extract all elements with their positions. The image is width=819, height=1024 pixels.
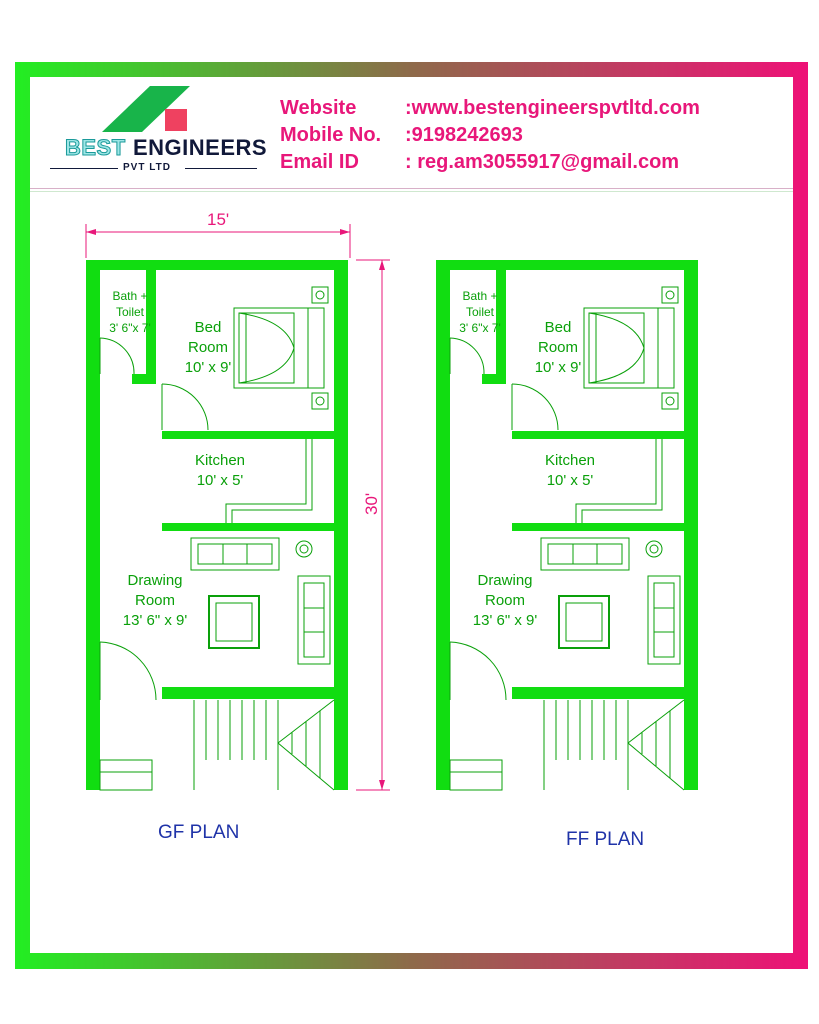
depth-dimension-line bbox=[356, 260, 390, 790]
gf-kitchen-label: Kitchen 10' x 5' bbox=[194, 452, 246, 489]
depth-dimension-label: 30' bbox=[362, 492, 381, 515]
ff-bath-label: Bath + Toilet 3' 6"x 7' bbox=[459, 289, 501, 335]
logo-tagline: PVT LTD bbox=[123, 162, 171, 173]
website-label: Website bbox=[280, 97, 357, 119]
ff-drawing-room-label: Drawing Room 13' 6" x 9' bbox=[472, 572, 538, 629]
logo-word-engineers: ENGINEERS bbox=[133, 135, 268, 160]
mobile-label: Mobile No. bbox=[280, 124, 382, 146]
width-dimension-label: 15' bbox=[207, 210, 230, 229]
mobile-value[interactable]: :9198242693 bbox=[405, 124, 523, 146]
ff-plan-title: FF PLAN bbox=[566, 829, 645, 850]
gf-plan-title: GF PLAN bbox=[158, 822, 240, 843]
logo-word-best: BEST bbox=[65, 135, 126, 160]
gf-drawing-room-label: Drawing Room 13' 6" x 9' bbox=[122, 572, 188, 629]
gf-bath-label: Bath + Toilet 3' 6"x 7' bbox=[109, 289, 151, 335]
email-label: Email ID bbox=[280, 151, 359, 173]
email-value[interactable]: : reg.am3055917@gmail.com bbox=[405, 151, 680, 173]
ff-bedroom-label: Bed Room 10' x 9' bbox=[534, 319, 582, 376]
gf-bedroom-label: Bed Room 10' x 9' bbox=[184, 319, 232, 376]
ff-kitchen-label: Kitchen 10' x 5' bbox=[544, 452, 596, 489]
website-value[interactable]: :www.bestengineerspvtltd.com bbox=[405, 97, 700, 119]
